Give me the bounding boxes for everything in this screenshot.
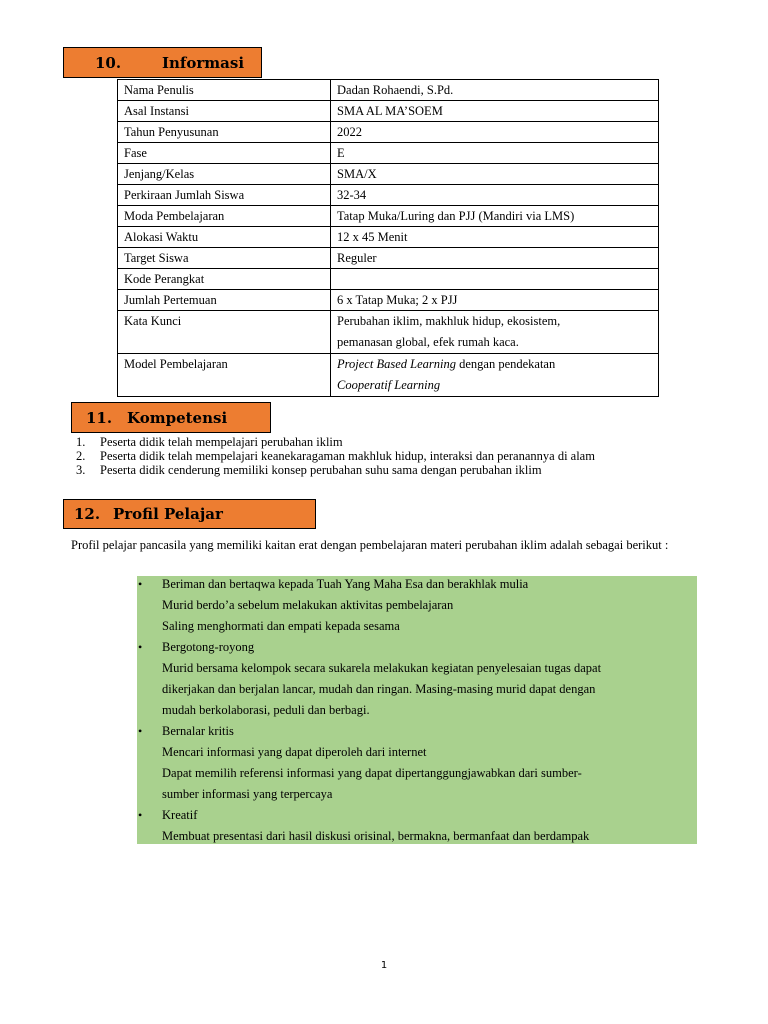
section-number: 12. — [74, 505, 101, 523]
list-item — [76, 435, 756, 449]
list-number: 1. — [76, 435, 86, 449]
section-title: Kompetensi — [127, 408, 228, 427]
kompetensi-list — [76, 435, 756, 477]
list-text: Peserta didik telah mempelajari perubahan iklim — [100, 435, 343, 449]
table-row — [118, 290, 659, 311]
table-key: Kode Perangkat — [118, 269, 331, 290]
profil-item-detail: Saling menghormati dan empati kepada sesama — [162, 619, 400, 633]
section-number: 11. — [86, 408, 113, 427]
bullet: • — [138, 808, 143, 822]
table-key: Jumlah Pertemuan — [118, 290, 331, 311]
table-value: SMA/X — [331, 164, 659, 185]
table-key: Asal Instansi — [118, 101, 331, 122]
table-key: Jenjang/Kelas — [118, 164, 331, 185]
value-text: dengan pendekatan — [455, 357, 556, 371]
table-row — [118, 80, 659, 101]
section-number: 10. — [95, 53, 122, 72]
value-line: pemanasan global, efek rumah kaca. — [337, 335, 519, 349]
value-line: Perubahan iklim, makhluk hidup, ekosistem, — [337, 314, 561, 328]
table-key: Perkiraan Jumlah Siswa — [118, 185, 331, 206]
table-key: Kata Kunci — [118, 311, 331, 354]
table-row — [118, 311, 659, 354]
table-row — [118, 101, 659, 122]
section-header-kompetensi — [71, 402, 271, 433]
profil-item-title: Bergotong-royong — [162, 640, 255, 654]
table-key: Nama Penulis — [118, 80, 331, 101]
profil-item-detail: Mencari informasi yang dapat diperoleh dari internet — [162, 745, 427, 759]
list-item — [76, 449, 756, 463]
profil-item-title: Kreatif — [162, 808, 198, 822]
bullet: • — [138, 577, 143, 591]
profil-item-detail: dikerjakan dan berjalan lancar, mudah dan ringan. Masing-masing murid dapat dengan — [162, 682, 596, 696]
bullet: • — [138, 640, 143, 654]
table-value: SMA AL MA’SOEM — [331, 101, 659, 122]
profil-item-detail: mudah berkolaborasi, peduli dan berbagi. — [162, 703, 370, 717]
profil-item-detail: Dapat memilih referensi informasi yang dapat dipertanggungjawabkan dari sumber- — [162, 766, 582, 780]
profil-item-detail: Membuat presentasi dari hasil diskusi orisinal, bermakna, bermanfaat dan berdampak — [162, 829, 590, 843]
table-key: Model Pembelajaran — [118, 354, 331, 397]
profil-item-detail: Murid bersama kelompok secara sukarela melakukan kegiatan penyelesaian tugas dapat — [162, 661, 602, 675]
table-key: Tahun Penyusunan — [118, 122, 331, 143]
table-value: Dadan Rohaendi, S.Pd. — [331, 80, 659, 101]
table-row — [118, 122, 659, 143]
informasi-table — [117, 79, 659, 397]
list-item — [76, 463, 756, 477]
page-number: 1 — [380, 960, 388, 971]
table-key: Fase — [118, 143, 331, 164]
table-value: 32-34 — [331, 185, 659, 206]
table-row — [118, 248, 659, 269]
table-key: Alokasi Waktu — [118, 227, 331, 248]
table-value: E — [331, 143, 659, 164]
table-row — [118, 143, 659, 164]
table-row — [118, 206, 659, 227]
table-value: 6 x Tatap Muka; 2 x PJJ — [331, 290, 659, 311]
list-number: 2. — [76, 449, 86, 463]
profil-item-detail: Murid berdo’a sebelum melakukan aktivitas pembelajaran — [162, 598, 454, 612]
table-row — [118, 185, 659, 206]
profil-intro: Profil pelajar pancasila yang memiliki kaitan erat dengan pembelajaran materi perubahan iklim adalah sebagai berikut : — [71, 538, 669, 552]
profil-item-detail: sumber informasi yang terpercaya — [162, 787, 333, 801]
table-key: Moda Pembelajaran — [118, 206, 331, 227]
section-title: Profil Pelajar — [113, 505, 223, 523]
table-value: 12 x 45 Menit — [331, 227, 659, 248]
profil-item-title: Bernalar kritis — [162, 724, 234, 738]
table-value — [331, 269, 659, 290]
table-row — [118, 269, 659, 290]
section-header-profil-pelajar — [63, 499, 316, 529]
list-number: 3. — [76, 463, 86, 477]
table-value — [331, 354, 659, 397]
table-row — [118, 354, 659, 397]
table-value: Tatap Muka/Luring dan PJJ (Mandiri via LMS) — [331, 206, 659, 227]
section-header-informasi — [63, 47, 262, 78]
table-value: Reguler — [331, 248, 659, 269]
list-text: Peserta didik telah mempelajari keanekaragaman makhluk hidup, interaksi dan peranannya di alam — [100, 449, 595, 463]
section-title: Informasi — [162, 53, 245, 72]
table-value — [331, 311, 659, 354]
table-value: 2022 — [331, 122, 659, 143]
value-italic: Cooperatif Learning — [337, 378, 441, 392]
table-row — [118, 227, 659, 248]
profil-item-title: Beriman dan bertaqwa kepada Tuah Yang Maha Esa dan berakhlak mulia — [162, 577, 529, 591]
table-row — [118, 164, 659, 185]
list-text: Peserta didik cenderung memiliki konsep perubahan suhu sama dengan perubahan iklim — [100, 463, 542, 477]
table-key: Target Siswa — [118, 248, 331, 269]
bullet: • — [138, 724, 143, 738]
value-italic: Project Based Learning — [337, 357, 456, 371]
